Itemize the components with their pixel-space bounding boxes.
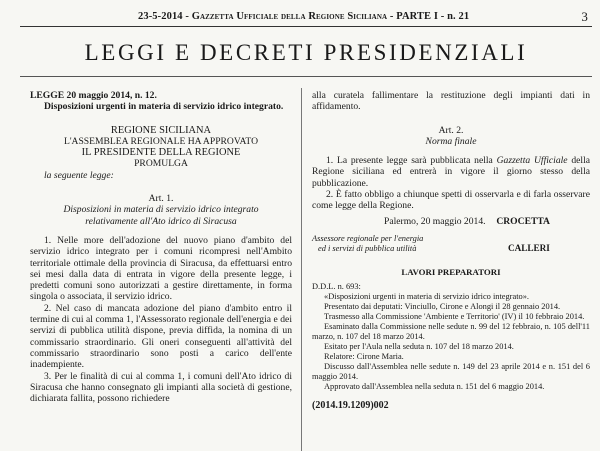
article-2-title: Art. 2. bbox=[438, 124, 464, 136]
lavori-item: Trasmesso alla Commissione 'Ambiente e Territorio' (IV) il 10 febbraio 2014. bbox=[324, 311, 585, 321]
signature-row bbox=[312, 216, 590, 228]
publication-code: (2014.19.1209)002 bbox=[312, 399, 389, 411]
article-1-paragraph-3: 3. Per le finalità di cui al comma 1, i comuni dell'Ato idrico di Siracusa che hanno consegnato gli impianti alla società di gestione, dichiarata fallita, possono richiedere bbox=[30, 370, 292, 405]
signer-assessor: CALLERI bbox=[508, 242, 550, 253]
ddl-number: D.D.L. n. 693: bbox=[312, 281, 361, 291]
assembly-heading: L'ASSEMBLEA REGIONALE HA APPROVATO bbox=[63, 135, 259, 147]
lavori-item: Relatore: Cirone Maria. bbox=[324, 351, 404, 361]
article-2-paragraph-2: 2. È fatto obbligo a chiunque spetti di osservarla e di farla osservare come legge della Regione. bbox=[312, 189, 590, 212]
title-rule bbox=[20, 76, 592, 77]
article-1-paragraph-1: 1. Nelle more dell'adozione del nuovo piano d'ambito del servizio idrico integrato per i comuni ricompresi nell'Ambito territoriale ottimale della provincia di Siracusa, da effettuarsi entro sei mesi dalla data di entrata in vigore della presente legge, i predetti comuni sono autorizzati a gestire direttamente, in forma singola o associata, il servizio idrico. bbox=[30, 234, 292, 303]
running-header bbox=[20, 11, 592, 25]
lavori-item: Presentato dai deputati: Vinciullo, Cirone e Alongi il 28 gennaio 2014. bbox=[324, 301, 561, 311]
president-heading: IL PRESIDENTE DELLA REGIONE bbox=[81, 147, 241, 159]
article-2-paragraph-1: 1. La presente legge sarà pubblicata nella Gazzetta Ufficiale della Regione siciliana ed entrerà in vigore il giorno stesso della pubblicazione. bbox=[312, 155, 590, 189]
page-number: 3 bbox=[581, 9, 588, 24]
assessor-line-1: Assessore regionale per l'energia bbox=[312, 233, 424, 243]
lavori-list bbox=[312, 282, 590, 392]
article-1-title: Art. 1. bbox=[148, 193, 174, 205]
lavori-title: LAVORI PREPARATORI bbox=[401, 266, 501, 277]
continuation-text: alla curatela fallimentare la restituzione degli impianti dati in affidamento. bbox=[312, 90, 590, 113]
lavori-item: Esitato per l'Aula nella seduta n. 107 del 18 marzo 2014. bbox=[324, 341, 514, 351]
lavori-item: «Disposizioni urgenti in materia di servizio idrico integrato». bbox=[324, 291, 529, 301]
law-title: LEGGE 20 maggio 2014, n. 12. bbox=[30, 90, 157, 101]
assessor-block bbox=[312, 234, 590, 257]
right-column bbox=[312, 90, 590, 411]
article-1-paragraph-2: 2. Nel caso di mancata adozione del piano d'ambito entro il termine di cui al comma 1, l'Assessorato regionale dell'energia e dei servizi di pubblica utilità dispone, previa diffida, la nomina di un commissario straordinario. Gli oneri conseguenti all'attività del commissario straordinario sono posti a carico dell'ente inadempiente. bbox=[30, 302, 292, 371]
running-header-text: 23-5-2014 - Gazzetta Ufficiale della Regione Siciliana - PARTE I - n. 21 bbox=[138, 11, 470, 22]
article-1-desc-line1: Disposizioni in materia di servizio idrico integrato bbox=[63, 204, 259, 216]
promulga-heading: PROMULGA bbox=[134, 158, 188, 170]
column-divider bbox=[301, 88, 302, 451]
following-law-text: la seguente legge: bbox=[44, 169, 114, 181]
signer-president: CROCETTA bbox=[496, 215, 550, 227]
lavori-item: Esaminato dalla Commissione nelle sedute n. 99 del 12 febbraio, n. 105 dell'11 marzo, n. 107 del 18 marzo 2014. bbox=[312, 321, 590, 341]
assessor-line-2: ed i servizi di pubblica utilità bbox=[318, 243, 417, 253]
left-column bbox=[30, 90, 292, 404]
lavori-item: Discusso dall'Assemblea nelle sedute n. 149 del 23 aprile 2014 e n. 151 del 6 maggio 2014. bbox=[312, 361, 590, 381]
law-subtitle: Disposizioni urgenti in materia di servizio idrico integrato. bbox=[44, 101, 284, 113]
article-2-desc: Norma finale bbox=[425, 135, 477, 147]
section-title: LEGGI E DECRETI PRESIDENZIALI bbox=[84, 40, 528, 65]
region-heading: REGIONE SICILIANA bbox=[110, 124, 212, 136]
lavori-item: Approvato dall'Assemblea nella seduta n. 151 del 6 maggio 2014. bbox=[324, 381, 545, 391]
place-date: Palermo, 20 maggio 2014. bbox=[384, 215, 486, 227]
article-1-desc-line2: relativamente all'Ato idrico di Siracusa bbox=[85, 215, 237, 227]
header-rule bbox=[20, 26, 592, 27]
